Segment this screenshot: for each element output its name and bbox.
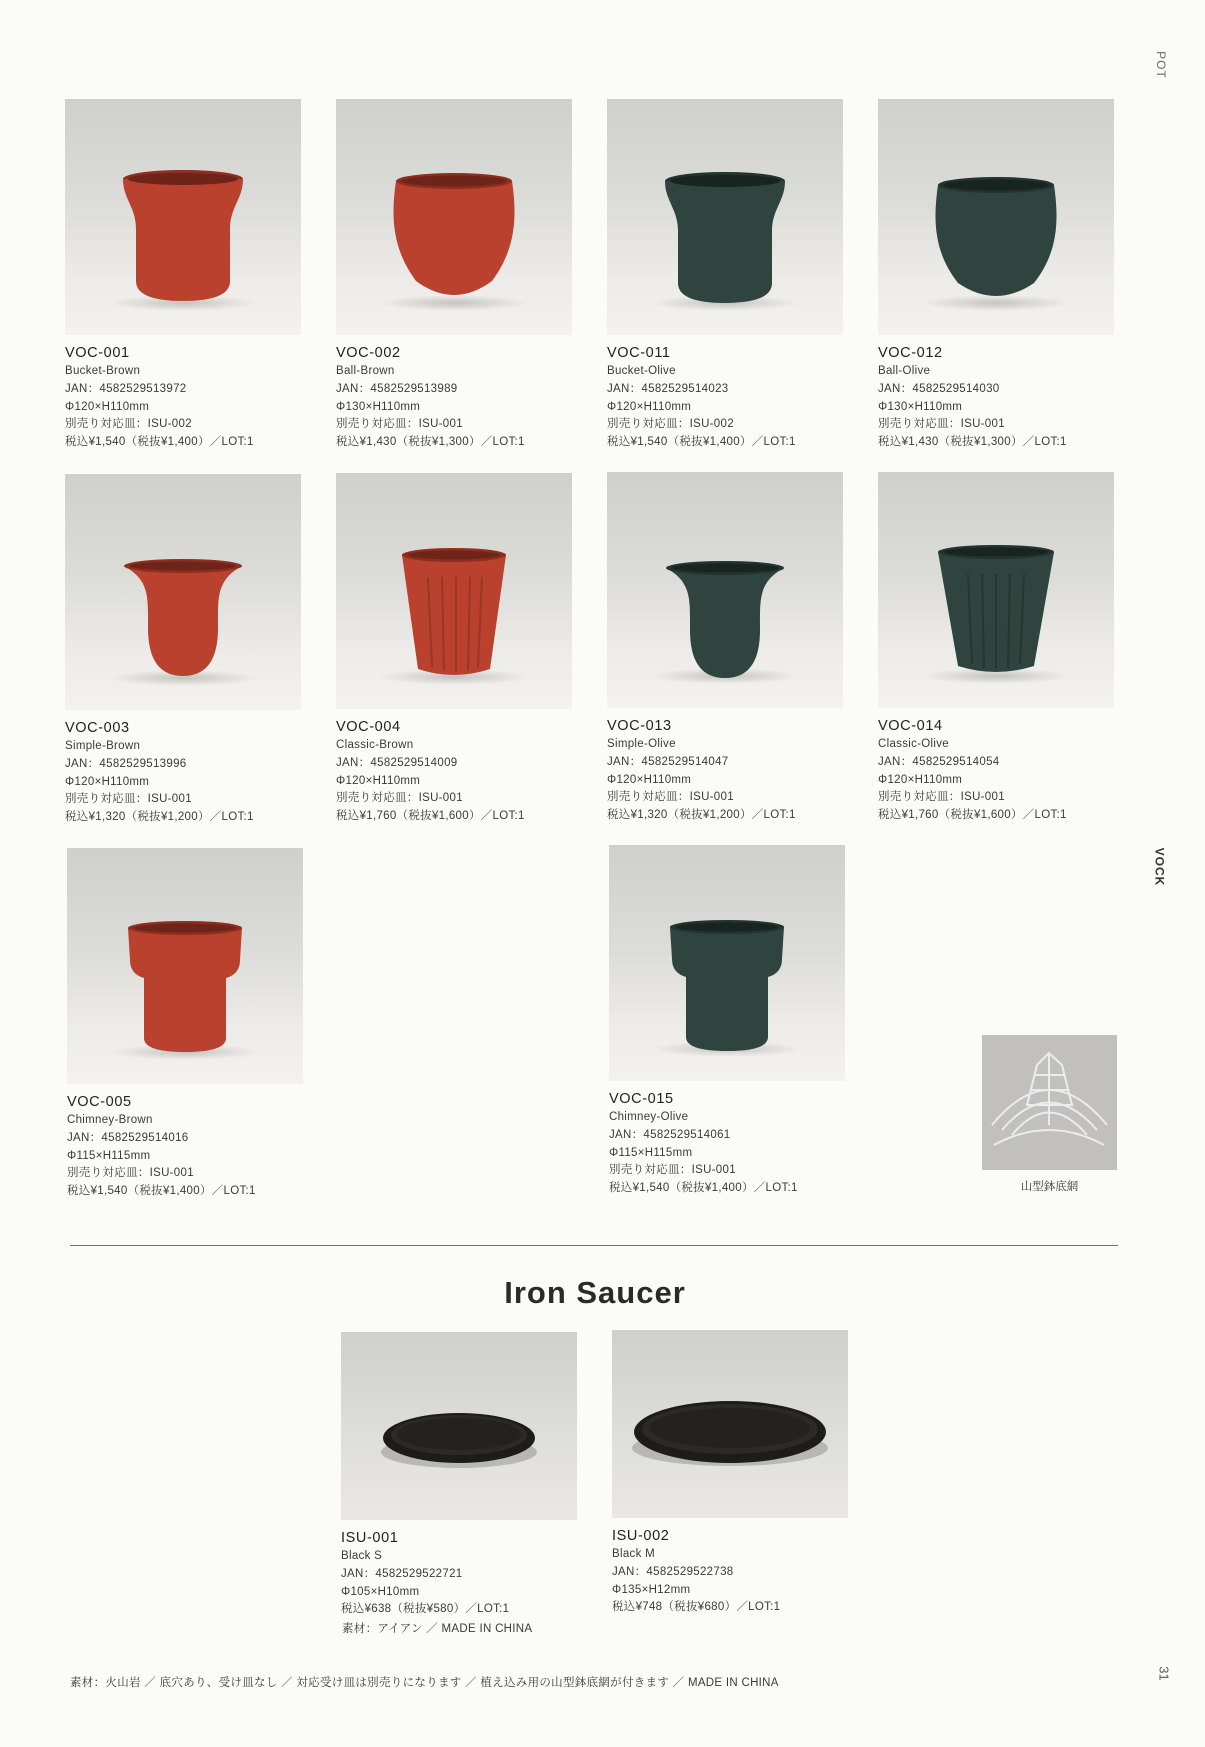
product-size: Φ135×H12mm [612, 1583, 691, 1596]
product-size: Φ120×H110mm [65, 775, 150, 788]
product-code: VOC-002 [336, 345, 401, 361]
product-saucer: 別売り対応皿：ISU-002 [607, 418, 734, 431]
product-price: 税込¥748（税抜¥680）／LOT:1 [612, 1601, 781, 1614]
product-saucer: 別売り対応皿：ISU-001 [65, 793, 192, 806]
product-code: VOC-013 [607, 718, 672, 734]
product-name: Classic-Olive [878, 738, 949, 750]
product-price: 税込¥638（税抜¥580）／LOT:1 [341, 1603, 510, 1616]
product-card [609, 845, 845, 1198]
product-card [65, 474, 301, 827]
product-price: 税込¥1,540（税抜¥1,400）／LOT:1 [65, 436, 254, 449]
product-jan: JAN：4582529514023 [607, 382, 729, 395]
product-price: 税込¥1,540（税抜¥1,400）／LOT:1 [609, 1182, 798, 1195]
product-code: VOC-015 [609, 1091, 674, 1107]
product-code: VOC-005 [67, 1094, 132, 1110]
product-size: Φ120×H110mm [878, 773, 963, 786]
product-name: Ball-Brown [336, 365, 395, 377]
product-name: Chimney-Brown [67, 1114, 153, 1126]
product-jan: JAN：4582529514054 [878, 755, 1000, 768]
product-saucer: 別売り対応皿：ISU-001 [878, 791, 1005, 804]
product-card [336, 473, 572, 826]
product-photo [607, 99, 843, 335]
saucer-photo [341, 1332, 577, 1520]
product-card [65, 99, 301, 452]
product-name: Black M [612, 1548, 655, 1560]
product-saucer: 別売り対応皿：ISU-001 [336, 792, 463, 805]
product-price: 税込¥1,320（税抜¥1,200）／LOT:1 [65, 811, 254, 824]
saucer-card [341, 1332, 577, 1619]
saucer-material-note: 素材：アイアン ／ MADE IN CHINA [342, 1623, 533, 1635]
product-photo [65, 99, 301, 335]
product-jan: JAN：4582529522721 [341, 1567, 463, 1580]
saucer-black-s [341, 1332, 577, 1520]
product-price: 税込¥1,430（税抜¥1,300）／LOT:1 [878, 436, 1067, 449]
product-photo [67, 848, 303, 1084]
mesh-net-icon [982, 1035, 1117, 1170]
product-card [878, 99, 1114, 452]
product-card [878, 472, 1114, 825]
pot-simple-brown [120, 558, 246, 684]
product-photo [609, 845, 845, 1081]
pot-bucket-brown [118, 169, 248, 307]
product-card [67, 848, 303, 1201]
product-jan: JAN：4582529514016 [67, 1131, 189, 1144]
pot-classic-brown [398, 547, 510, 683]
product-code: VOC-003 [65, 720, 130, 736]
saucer-photo [612, 1330, 848, 1518]
product-saucer: 別売り対応皿：ISU-001 [67, 1167, 194, 1180]
mesh-net-photo [982, 1035, 1117, 1170]
pot-chimney-olive [666, 919, 788, 1057]
product-photo [336, 473, 572, 709]
product-size: Φ105×H10mm [341, 1585, 420, 1598]
product-size: Φ120×H110mm [336, 774, 421, 787]
product-code: VOC-014 [878, 718, 943, 734]
product-size: Φ120×H110mm [65, 400, 150, 413]
product-photo [336, 99, 572, 335]
product-name: Black S [341, 1550, 383, 1562]
product-size: Φ115×H115mm [67, 1149, 151, 1162]
page-number: 31 [1156, 1666, 1172, 1681]
product-jan: JAN：4582529513972 [65, 382, 187, 395]
product-saucer: 別売り対応皿：ISU-001 [607, 791, 734, 804]
product-saucer: 別売り対応皿：ISU-001 [609, 1164, 736, 1177]
product-price: 税込¥1,540（税抜¥1,400）／LOT:1 [607, 436, 796, 449]
product-saucer: 別売り対応皿：ISU-002 [65, 418, 192, 431]
product-size: Φ120×H110mm [607, 400, 692, 413]
product-name: Bucket-Olive [607, 365, 676, 377]
footer-note: 素材：火山岩 ／ 底穴あり、受け皿なし ／ 対応受け皿は別売りになります ／ 植え込み用の山型鉢底網が付きます ／ MADE IN CHINA [70, 1677, 779, 1689]
product-saucer: 別売り対応皿：ISU-001 [878, 418, 1005, 431]
product-card [607, 472, 843, 825]
product-name: Ball-Olive [878, 365, 931, 377]
product-name: Simple-Brown [65, 740, 141, 752]
product-name: Chimney-Olive [609, 1111, 689, 1123]
product-code: ISU-001 [341, 1530, 399, 1546]
product-price: 税込¥1,760（税抜¥1,600）／LOT:1 [878, 809, 1067, 822]
section-divider [70, 1245, 1118, 1246]
pot-classic-olive [934, 544, 1058, 680]
product-card [336, 99, 572, 452]
product-jan: JAN：4582529513989 [336, 382, 458, 395]
product-code: VOC-001 [65, 345, 130, 361]
mesh-net-caption: 山型鉢底網 [1020, 1181, 1079, 1193]
product-photo [607, 472, 843, 708]
product-price: 税込¥1,430（税抜¥1,300）／LOT:1 [336, 436, 525, 449]
product-code: VOC-011 [607, 345, 671, 361]
product-price: 税込¥1,540（税抜¥1,400）／LOT:1 [67, 1185, 256, 1198]
pot-ball-olive [928, 175, 1064, 309]
brand-side-label: VOCK [1152, 847, 1167, 887]
pot-bucket-olive [660, 171, 790, 309]
product-price: 税込¥1,320（税抜¥1,200）／LOT:1 [607, 809, 796, 822]
saucer-black-m [612, 1330, 848, 1518]
product-size: Φ130×H110mm [336, 400, 421, 413]
product-name: Bucket-Brown [65, 365, 141, 377]
product-jan: JAN：4582529522738 [612, 1565, 734, 1578]
product-size: Φ120×H110mm [607, 773, 692, 786]
product-jan: JAN：4582529514009 [336, 756, 458, 769]
product-code: VOC-004 [336, 719, 401, 735]
product-name: Simple-Olive [607, 738, 676, 750]
category-side-label: POT [1154, 51, 1169, 79]
pot-ball-brown [386, 171, 522, 309]
product-size: Φ130×H110mm [878, 400, 963, 413]
product-size: Φ115×H115mm [609, 1146, 693, 1159]
product-jan: JAN：4582529514061 [609, 1128, 731, 1141]
pot-chimney-brown [124, 920, 246, 1058]
product-price: 税込¥1,760（税抜¥1,600）／LOT:1 [336, 810, 525, 823]
product-photo [878, 472, 1114, 708]
product-saucer: 別売り対応皿：ISU-001 [336, 418, 463, 431]
product-jan: JAN：4582529514030 [878, 382, 1000, 395]
section-title: Iron Saucer [504, 1275, 686, 1310]
saucer-card [612, 1330, 848, 1617]
product-photo [878, 99, 1114, 335]
product-photo [65, 474, 301, 710]
product-code: VOC-012 [878, 345, 943, 361]
product-card [607, 99, 843, 452]
product-jan: JAN：4582529514047 [607, 755, 729, 768]
product-name: Classic-Brown [336, 739, 414, 751]
product-code: ISU-002 [612, 1528, 670, 1544]
product-jan: JAN：4582529513996 [65, 757, 187, 770]
pot-simple-olive [662, 560, 788, 686]
